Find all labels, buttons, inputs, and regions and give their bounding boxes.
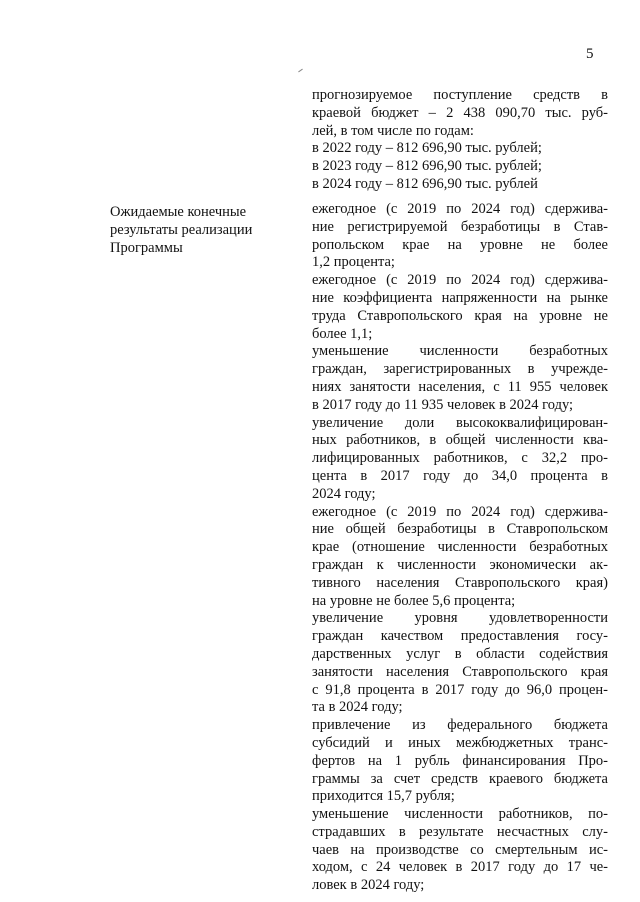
result-line: фертов на 1 рубль финансирования Про- — [312, 752, 608, 769]
result-item — [312, 806, 608, 895]
scan-mark — [298, 69, 303, 73]
result-item — [312, 504, 608, 611]
page-number: 5 — [586, 46, 594, 62]
result-line: привлечение из федерального бюджета — [312, 717, 608, 734]
result-line: занятости населения Ставропольского края — [312, 663, 608, 680]
result-line: дарственных услуг в области содействия — [312, 645, 608, 662]
result-line: ходом, с 24 человек в 2017 году до 17 че- — [312, 859, 608, 876]
result-line: более 1,1; — [312, 325, 373, 342]
result-line: 1,2 процента; — [312, 254, 395, 271]
result-item — [312, 415, 608, 504]
result-line: ние общей безработицы в Ставропольском — [312, 521, 608, 538]
result-item — [312, 272, 608, 343]
funding-block — [312, 87, 608, 194]
results-label — [110, 203, 280, 257]
result-line: ловек в 2024 году; — [312, 877, 425, 894]
result-line: цента в 2017 году до 34,0 процента в — [312, 467, 608, 484]
result-line: увеличение доли высококвалифицирован- — [312, 414, 608, 431]
result-line: с 91,8 процента в 2017 году до 96,0 процен- — [312, 681, 608, 698]
result-line: лифицированных работников, с 32,2 про- — [312, 450, 608, 467]
funding-line: лей, в том числе по годам: — [312, 122, 474, 139]
result-line: уменьшение численности безработных — [312, 343, 608, 360]
result-line: ежегодное (с 2019 по 2024 год) сдержива- — [312, 201, 608, 217]
result-line: граммы за счет средств краевого бюджета — [312, 770, 608, 787]
funding-line: в 2024 году – 812 696,90 тыс. рублей — [312, 175, 538, 192]
result-line: труда Ставропольского края на уровне не — [312, 307, 608, 324]
result-line: граждан, зарегистрированных в учрежде- — [312, 361, 608, 378]
result-line: ежегодное (с 2019 по 2024 год) сдержива- — [312, 503, 608, 520]
results-label-line: Ожидаемые конечные — [110, 204, 247, 220]
result-line: ние регистрируемой безработицы в Став- — [312, 218, 608, 235]
result-line: ных работников, в общей численности ква- — [312, 432, 608, 449]
results-label-line: результаты реализации — [110, 222, 253, 238]
results-list — [312, 201, 608, 895]
result-line: ежегодное (с 2019 по 2024 год) сдержива- — [312, 272, 608, 289]
result-line: чаев на производстве со смертельным ис- — [312, 841, 608, 858]
result-line: на уровне не более 5,6 процента; — [312, 592, 516, 609]
funding-line: в 2022 году – 812 696,90 тыс. рублей; — [312, 140, 542, 157]
result-item — [312, 343, 608, 414]
result-line: 2024 году; — [312, 485, 376, 502]
result-line: ниях занятости населения, с 11 955 человек — [312, 378, 608, 395]
result-line: граждан качеством предоставления госу- — [312, 628, 608, 645]
result-line: ние коэффициента напряженности на рынке — [312, 289, 608, 306]
results-label-line: Программы — [110, 240, 183, 256]
result-item — [312, 201, 608, 272]
result-line: уменьшение численности работников, по- — [312, 806, 608, 823]
result-line: тивного населения Ставропольского края) — [312, 574, 608, 591]
result-item — [312, 610, 608, 717]
funding-line: краевой бюджет – 2 438 090,70 тыс. руб- — [312, 104, 608, 121]
result-line: ропольском крае на уровне не более — [312, 236, 608, 253]
result-line: приходится 15,7 рубля; — [312, 788, 455, 805]
result-line: в 2017 году до 11 935 человек в 2024 году; — [312, 396, 574, 413]
funding-line: в 2023 году – 812 696,90 тыс. рублей; — [312, 158, 542, 175]
funding-line: прогнозируемое поступление средств в — [312, 87, 608, 103]
result-line: увеличение уровня удовлетворенности — [312, 610, 608, 627]
result-line: страдавших в результате несчастных слу- — [312, 823, 608, 840]
result-line: субсидий и иных межбюджетных транс- — [312, 734, 608, 751]
result-line: граждан к численности экономически ак- — [312, 556, 608, 573]
result-line: та в 2024 году; — [312, 699, 403, 716]
result-line: крае (отношение численности безработных — [312, 539, 608, 556]
result-item — [312, 717, 608, 806]
